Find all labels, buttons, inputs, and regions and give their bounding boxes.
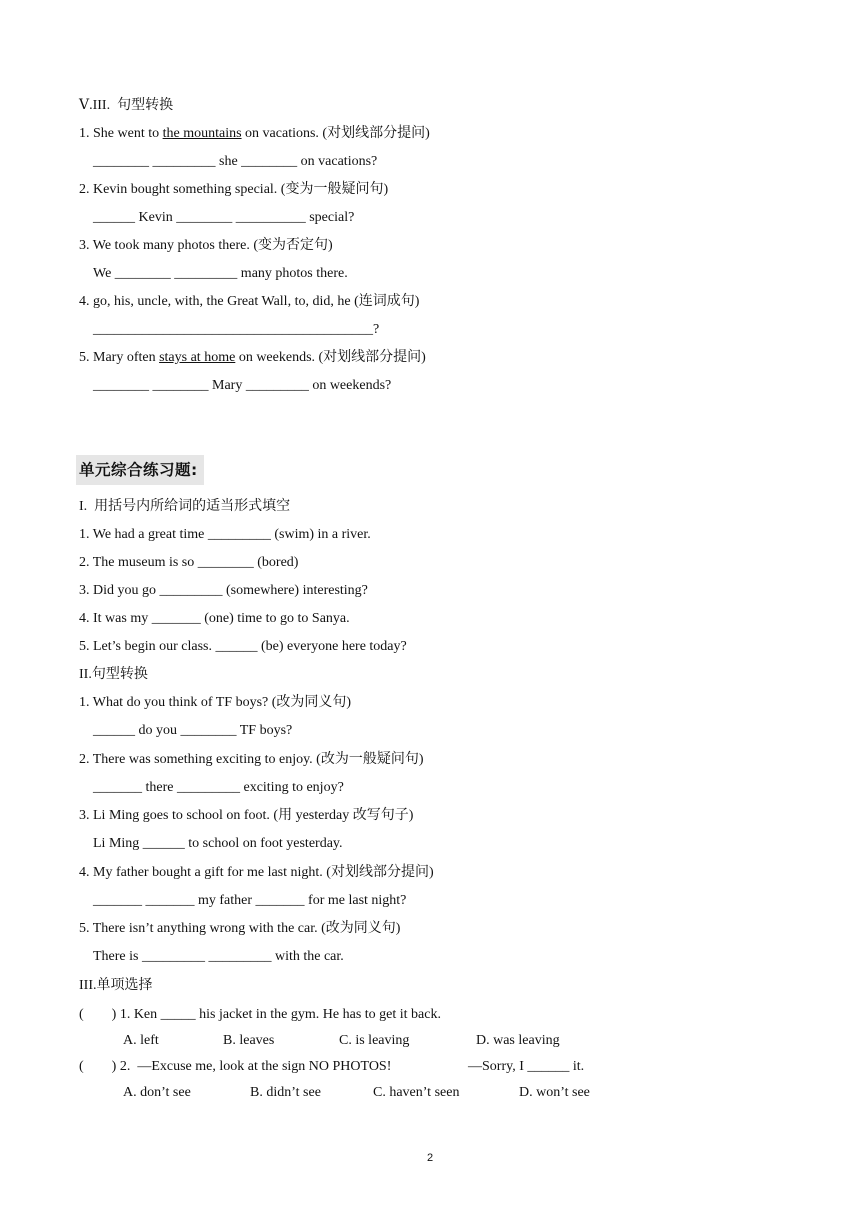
transform-item-1: 1. What do you think of TF boys? (改为同义句) bbox=[79, 695, 352, 710]
answer-line-5: ________ ________ Mary _________ on weekends? bbox=[93, 378, 392, 393]
transform-answer-3: Li Ming ______ to school on foot yesterday. bbox=[93, 836, 343, 851]
fill-item-2: 2. The museum is so ________ (bored) bbox=[79, 555, 299, 570]
section-heading-iii: III.单项选择 bbox=[79, 978, 153, 993]
mc-option-c: C. haven’t seen bbox=[373, 1085, 460, 1100]
fill-item-4: 4. It was my _______ (one) time to go to Sanya. bbox=[79, 611, 350, 626]
mc-option-a: A. don’t see bbox=[123, 1085, 191, 1100]
transform-answer-2: _______ there _________ exciting to enjoy? bbox=[93, 780, 344, 795]
question-text: 1. She went to bbox=[79, 126, 163, 141]
underlined-phrase: the mountains bbox=[162, 126, 242, 141]
mc-option-b: B. leaves bbox=[223, 1033, 275, 1048]
transform-item-3: 3. Li Ming goes to school on foot. (用 yesterday 改写句子) bbox=[79, 808, 414, 823]
transform-item-4: 4. My father bought a gift for me last night. (对划线部分提问) bbox=[79, 865, 434, 880]
question-1 bbox=[79, 125, 430, 143]
transform-answer-4: _______ _______ my father _______ for me last night? bbox=[93, 893, 407, 908]
question-5 bbox=[79, 349, 426, 367]
question-text: on weekends. (对划线部分提问) bbox=[235, 350, 426, 365]
mc-option-d: D. was leaving bbox=[476, 1033, 560, 1048]
mc-question-2-reply: —Sorry, I ______ it. bbox=[468, 1059, 585, 1074]
mc-option-c: C. is leaving bbox=[339, 1033, 410, 1048]
section-heading-ii: II.句型转换 bbox=[79, 667, 148, 682]
question-3: 3. We took many photos there. (变为否定句) bbox=[79, 238, 333, 253]
page-number: 2 bbox=[426, 1152, 434, 1164]
transform-answer-1: ______ do you ________ TF boys? bbox=[93, 723, 293, 738]
question-text: 5. Mary often bbox=[79, 350, 160, 365]
answer-line-3: We ________ _________ many photos there. bbox=[93, 266, 348, 281]
mc-question-2: ( ) 2. —Excuse me, look at the sign NO PHOTOS! bbox=[79, 1059, 392, 1074]
transform-answer-5: There is _________ _________ with the car. bbox=[93, 949, 344, 964]
mc-option-b: B. didn’t see bbox=[250, 1085, 321, 1100]
question-text: on vacations. (对划线部分提问) bbox=[241, 126, 430, 141]
transform-item-5: 5. There isn’t anything wrong with the car. (改为同义句) bbox=[79, 921, 401, 936]
mc-option-d: D. won’t see bbox=[519, 1085, 590, 1100]
fill-item-3: 3. Did you go _________ (somewhere) interesting? bbox=[79, 583, 368, 598]
fill-item-1: 1. We had a great time _________ (swim) in a river. bbox=[79, 527, 371, 542]
section-heading-i: I. 用括号内所给词的适当形式填空 bbox=[79, 499, 291, 514]
question-4: 4. go, his, uncle, with, the Great Wall, to, did, he (连词成句) bbox=[79, 294, 420, 309]
underlined-phrase: stays at home bbox=[159, 350, 236, 365]
fill-item-5: 5. Let’s begin our class. ______ (be) everyone here today? bbox=[79, 639, 407, 654]
section-heading-v: Ⅴ.III. 句型转换 bbox=[79, 98, 174, 113]
answer-line-4: ________________________________________? bbox=[93, 322, 380, 337]
question-2: 2. Kevin bought something special. (变为一般疑问句) bbox=[79, 182, 389, 197]
mc-option-a: A. left bbox=[123, 1033, 159, 1048]
answer-line-1: ________ _________ she ________ on vacations? bbox=[93, 154, 378, 169]
answer-line-2: ______ Kevin ________ __________ special? bbox=[93, 210, 355, 225]
mc-question-1: ( ) 1. Ken _____ his jacket in the gym. He has to get it back. bbox=[79, 1007, 441, 1022]
transform-item-2: 2. There was something exciting to enjoy. (改为一般疑问句) bbox=[79, 752, 424, 767]
unit-review-title: 单元综合练习题: bbox=[76, 455, 204, 485]
